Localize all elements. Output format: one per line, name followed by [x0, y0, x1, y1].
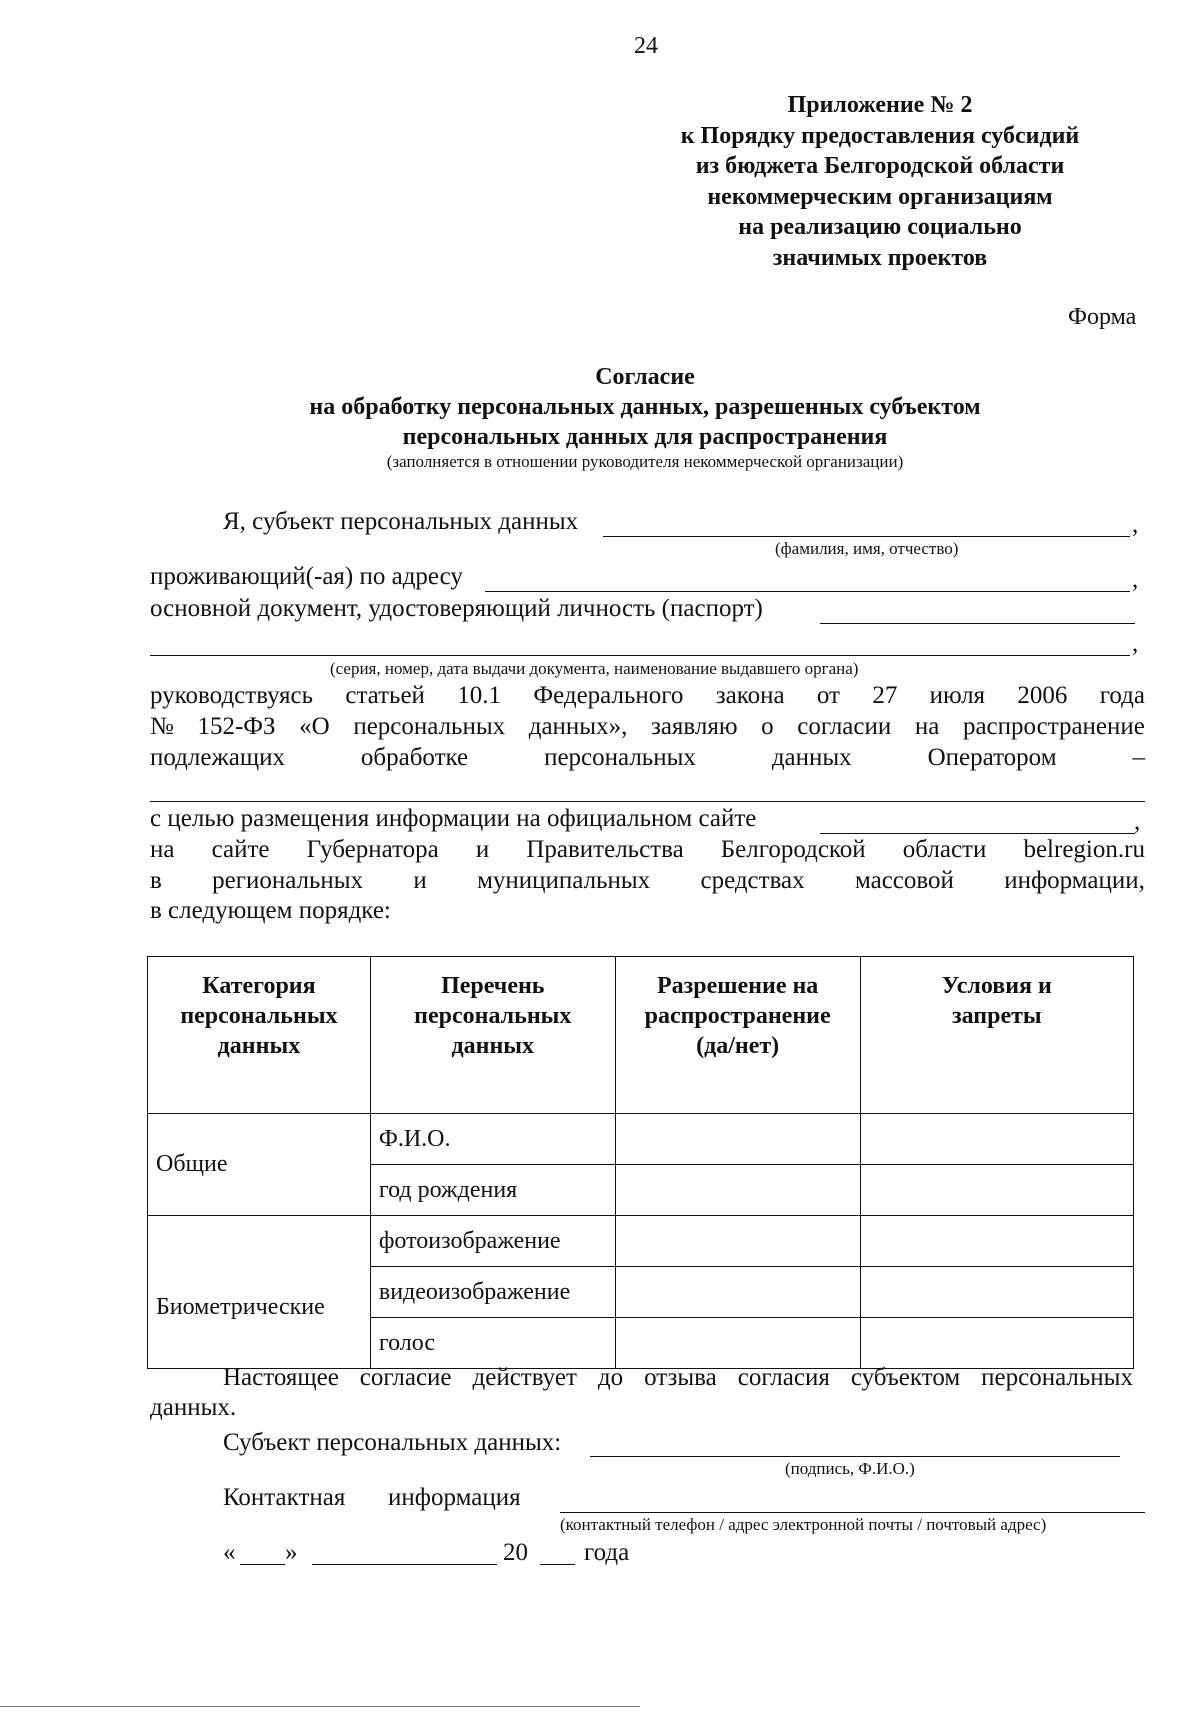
word: распространение [962, 713, 1145, 740]
header-conditions [860, 957, 1133, 1114]
word: согласия [737, 1364, 830, 1391]
word: на [914, 713, 940, 740]
word: области [902, 836, 987, 863]
law-line-1 [150, 682, 1145, 710]
document-hint: (серия, номер, дата выдачи документа, наименование выдавшего органа) [330, 659, 859, 678]
address-label: проживающий(-ая) по адресу [150, 563, 463, 590]
word: информации, [1004, 867, 1145, 894]
contact-label-2: информация [388, 1484, 521, 1511]
contact-field[interactable] [560, 1512, 1145, 1513]
word: данных [771, 744, 852, 771]
permission-cell[interactable] [615, 1216, 860, 1267]
item-cell: видеоизображение [370, 1267, 615, 1318]
document-title [150, 362, 1140, 472]
signature-field[interactable] [590, 1456, 1120, 1457]
header-list-text: Перечень персональных данных [414, 973, 572, 1059]
word: региональных [212, 867, 364, 894]
date-month-field[interactable] [312, 1564, 497, 1565]
permission-cell[interactable] [615, 1114, 860, 1165]
document-label: основной документ, удостоверяющий личность (паспорт) [150, 595, 763, 622]
document-field[interactable] [820, 623, 1135, 624]
word: 10.1 [457, 682, 502, 709]
word: заявляю [650, 713, 738, 740]
word: подлежащих [150, 744, 285, 771]
word: года [1099, 682, 1145, 709]
appendix-line: значимых проектов [772, 244, 988, 271]
word: обработке [360, 744, 469, 771]
appendix-line: из бюджета Белгородской области [695, 153, 1065, 179]
validity-line-2: данных. [150, 1394, 237, 1421]
word: Правительства [526, 836, 684, 863]
appendix-line: на реализацию социально [738, 214, 1022, 240]
word: массовой [854, 867, 954, 894]
appendix-line: Приложение № 2 [787, 92, 973, 118]
date-year-suffix: года [584, 1539, 630, 1566]
header-list [370, 957, 615, 1114]
word: Губернатора [306, 836, 439, 863]
word: и [475, 836, 490, 863]
signature-hint: (подпись, Ф.И.О.) [785, 1459, 915, 1478]
consent-table [147, 956, 1134, 1369]
scan-edge [0, 1706, 640, 1707]
word: в [150, 867, 162, 894]
page-number: 24 [634, 33, 658, 59]
form-label: Форма [1068, 304, 1137, 330]
permission-cell[interactable] [615, 1267, 860, 1318]
table-row [148, 1216, 1134, 1267]
comma: , [1132, 566, 1139, 593]
word: Оператором [927, 744, 1057, 771]
appendix-line: к Порядку предоставления субсидий [680, 122, 1080, 149]
category-cell: Биометрические [148, 1216, 371, 1369]
comma: , [1132, 511, 1139, 538]
word: персональных [981, 1364, 1133, 1391]
word: статьей [345, 682, 425, 709]
category-cell: Общие [148, 1114, 371, 1216]
word: действует [472, 1364, 577, 1391]
site-line [150, 836, 1145, 864]
word: согласие [359, 1364, 452, 1391]
date-day-field[interactable] [240, 1564, 285, 1565]
law-line-2 [150, 713, 1145, 741]
conditions-cell[interactable] [860, 1114, 1133, 1165]
item-cell: фотоизображение [370, 1216, 615, 1267]
date-year-field[interactable] [540, 1564, 575, 1565]
word: на [150, 836, 175, 863]
document-field-2[interactable] [150, 655, 1130, 656]
item-cell: голос [370, 1318, 615, 1369]
fio-field[interactable] [603, 536, 1130, 537]
word: Федерального [533, 682, 684, 709]
table-header-row [148, 957, 1134, 1114]
word: до [597, 1364, 624, 1391]
word: belregion.ru [1023, 836, 1145, 863]
word: персональных [544, 744, 696, 771]
word: 2006 [1017, 682, 1068, 709]
permission-cell[interactable] [615, 1165, 860, 1216]
comma: , [1134, 808, 1141, 835]
word: Белгородской [720, 836, 866, 863]
word: сайте [211, 836, 270, 863]
word: руководствуясь [150, 682, 314, 709]
date-open-quote: « [223, 1539, 236, 1566]
word: о [761, 713, 774, 740]
subject-label: Я, субъект персональных данных [223, 508, 579, 535]
header-category-text: Категория персональных данных [180, 973, 338, 1059]
word: согласии [797, 713, 892, 740]
word: № [150, 713, 174, 740]
validity-line [223, 1364, 1133, 1392]
conditions-cell[interactable] [860, 1165, 1133, 1216]
title-line: персональных данных для распространения [402, 424, 888, 450]
word: отзыва [644, 1364, 717, 1391]
permission-cell[interactable] [615, 1318, 860, 1369]
conditions-cell[interactable] [860, 1216, 1133, 1267]
date-close-quote: » [285, 1539, 298, 1566]
item-cell: Ф.И.О. [370, 1114, 615, 1165]
appendix-line: некоммерческим организациям [707, 183, 1053, 210]
conditions-cell[interactable] [860, 1318, 1133, 1369]
table-row [148, 1114, 1134, 1165]
word: средствах [700, 867, 805, 894]
word: 27 [872, 682, 898, 709]
contact-hint: (контактный телефон / адрес электронной почты / почтовый адрес) [560, 1515, 1047, 1534]
word: 152-ФЗ [197, 713, 276, 740]
header-conditions-text: Условия и запреты [941, 973, 1052, 1029]
conditions-cell[interactable] [860, 1267, 1133, 1318]
media-line [150, 867, 1145, 895]
title-note: (заполняется в отношении руководителя некоммерческой организации) [386, 452, 904, 471]
item-cell: год рождения [370, 1165, 615, 1216]
contact-label-1: Контактная [223, 1484, 346, 1511]
word: субъектом [850, 1364, 961, 1391]
fio-hint: (фамилия, имя, отчество) [775, 539, 959, 558]
word: «О [299, 713, 330, 740]
word: муниципальных [477, 867, 651, 894]
word: июля [929, 682, 986, 709]
title-line: на обработку персональных данных, разрешенных субъектом [309, 394, 981, 420]
appendix-block [600, 90, 1160, 273]
signature-label: Субъект персональных данных: [223, 1429, 562, 1456]
operator-field[interactable] [150, 801, 1145, 802]
word: – [1132, 744, 1145, 771]
header-permission [615, 957, 860, 1114]
word: Настоящее [223, 1364, 339, 1391]
word: персональных [353, 713, 506, 740]
word: данных», [528, 713, 628, 740]
order-line: в следующем порядке: [150, 897, 391, 924]
word: от [816, 682, 840, 709]
purpose-label: с целью размещения информации на официальном сайте [150, 805, 757, 832]
date-year-prefix: 20 [503, 1539, 528, 1566]
law-line-3 [150, 744, 1145, 772]
title-line: Согласие [595, 364, 695, 390]
word: и [413, 867, 427, 894]
word: закона [715, 682, 785, 709]
header-permission-text: Разрешение на распространение (да/нет) [644, 973, 831, 1059]
header-category [148, 957, 371, 1114]
address-field[interactable] [485, 591, 1130, 592]
site-field[interactable] [820, 833, 1135, 834]
comma: , [1132, 630, 1139, 657]
